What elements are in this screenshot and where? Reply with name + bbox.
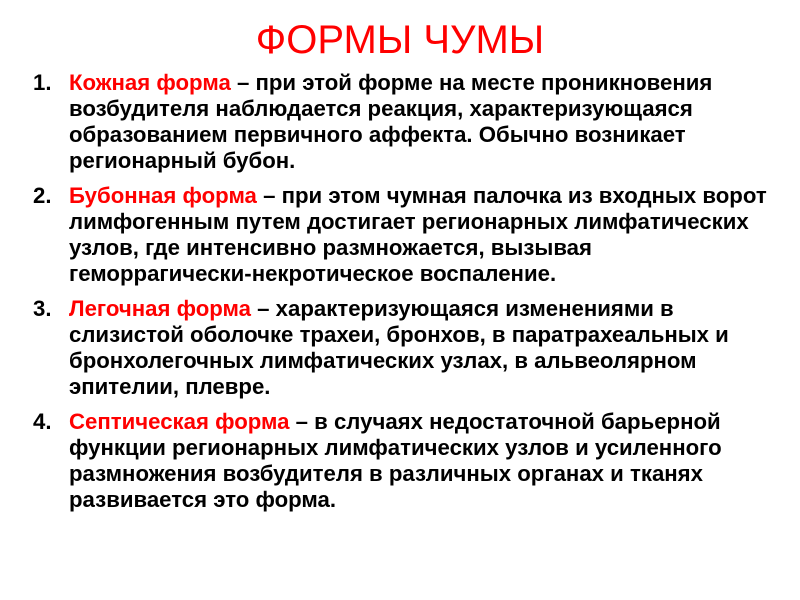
list-item-text: – характеризующаяся изменениями в слизистой оболочке трахеи, бронхов, в паратрахеальных и бронхолегочных лимфатических узлах, в альвеолярном эпителии, плевре. xyxy=(69,296,729,399)
list-item-number: 3. xyxy=(33,296,52,321)
slide-title: ФОРМЫ ЧУМЫ xyxy=(255,18,545,62)
list-item-septicemic xyxy=(0,409,780,513)
list-item-term: Кожная форма xyxy=(69,70,231,95)
list-item-term: Бубонная форма xyxy=(69,183,257,208)
list-item-pneumonic xyxy=(0,296,780,400)
list-item-text: – при этом чумная палочка из входных ворот лимфогенным путем достигает регионарных лимфатических узлов, где интенсивно размножается, вызывая геморрагически-некротическое воспаление. xyxy=(69,183,767,286)
plague-forms-list xyxy=(0,70,780,522)
list-item-term: Септическая форма xyxy=(69,409,290,434)
list-item-text: – при этой форме на месте проникновения возбудителя наблюдается реакция, характеризующаяся образованием первичного аффекта. Обычно возникает регионарный бубон. xyxy=(69,70,713,173)
list-item-number: 2. xyxy=(33,183,52,208)
list-item-bubonic xyxy=(0,183,780,287)
list-item-number: 1. xyxy=(33,70,52,95)
list-item-term: Легочная форма xyxy=(69,296,251,321)
list-item-cutaneous xyxy=(0,70,780,174)
list-item-number: 4. xyxy=(33,409,52,434)
list-item-text: – в случаях недостаточной барьерной функции регионарных лимфатических узлов и усиленного размножения возбудителя в различных органах и тканях развивается это форма. xyxy=(69,409,722,512)
